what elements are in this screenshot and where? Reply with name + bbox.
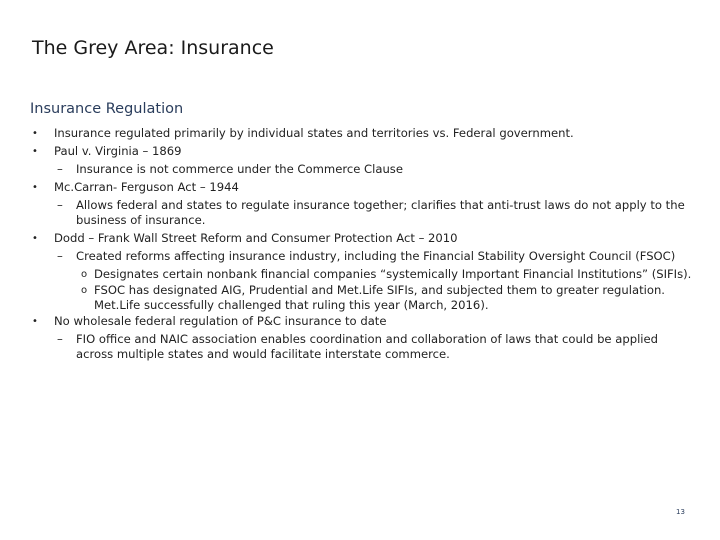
circle-bullet-icon: o [81,285,88,296]
bullet-icon: • [32,128,38,139]
list-item [32,144,697,159]
bullet-list [32,126,697,365]
list-item [32,231,697,246]
list-item-text: FIO office and NAIC association enables coordination and collaboration of laws that could be applied across multiple states and would facilitate interstate commerce. [76,332,659,361]
list-item [32,126,697,141]
list-item-text: Mc.Carran- Ferguson Act – 1944 [54,180,239,194]
list-item-text: Insurance is not commerce under the Commerce Clause [76,162,403,176]
list-item [32,314,697,329]
list-item [32,249,697,264]
list-item-text: Designates certain nonbank financial companies “systemically Important Financial Institutions” (SIFIs). [94,267,692,281]
list-item [32,198,697,228]
list-item-text: Created reforms affecting insurance industry, including the Financial Stability Oversight Council (FSOC) [76,249,676,263]
page-number: 13 [676,508,685,516]
slide-subtitle: Insurance Regulation [30,101,184,117]
list-item-text: Allows federal and states to regulate insurance together; clarifies that anti-trust laws do not apply to the business of insurance. [76,198,685,227]
list-item-text: FSOC has designated AIG, Prudential and Met.Life SIFIs, and subjected them to greater regulation. Met.Life successfully challenged that ruling this year (March, 2016). [94,283,665,312]
list-item [32,283,697,313]
list-item-text: Insurance regulated primarily by individual states and territories vs. Federal government. [54,126,574,140]
list-item [32,332,697,362]
dash-icon: – [57,332,63,346]
dash-icon: – [57,162,63,176]
list-item [32,267,697,282]
dash-icon: – [57,249,63,263]
bullet-icon: • [32,316,38,327]
list-item-text: No wholesale federal regulation of P&C insurance to date [54,314,387,328]
list-item [32,180,697,195]
circle-bullet-icon: o [81,269,88,280]
bullet-icon: • [32,233,38,244]
bullet-icon: • [32,146,38,157]
list-item-text: Dodd – Frank Wall Street Reform and Consumer Protection Act – 2010 [54,231,458,245]
list-item-text: Paul v. Virginia – 1869 [54,144,182,158]
bullet-icon: • [32,182,38,193]
list-item [32,162,697,177]
dash-icon: – [57,198,63,212]
slide-title: The Grey Area: Insurance [32,37,274,59]
